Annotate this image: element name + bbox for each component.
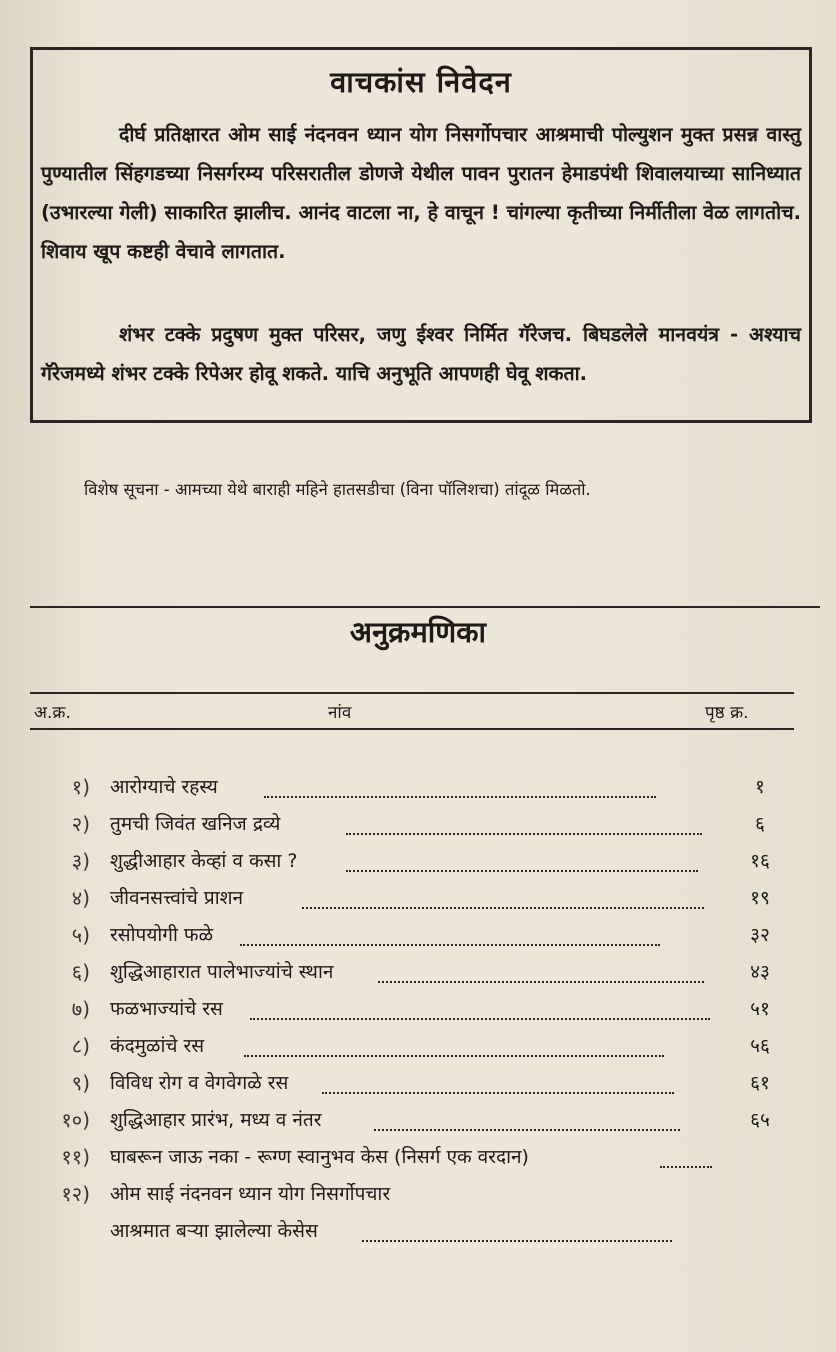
- leader-dots: [240, 944, 660, 946]
- toc-row: [0, 810, 836, 846]
- toc-number: १): [71, 775, 90, 799]
- toc-page-number: ५६: [750, 1035, 770, 1057]
- header-bottom-rule: [30, 728, 794, 730]
- toc-number: ३): [71, 849, 90, 873]
- leader-dots: [362, 1240, 672, 1242]
- toc-page-number: ३२: [750, 924, 770, 946]
- toc-title: अनुक्रमणिका: [349, 615, 487, 649]
- toc-row: [0, 1180, 836, 1216]
- notice-title: वाचकांस निवेदन: [330, 65, 512, 99]
- toc-row: [0, 921, 836, 957]
- toc-entry-name: तुमची जिवंत खनिज द्रव्ये: [110, 813, 281, 835]
- toc-page-number: ६१: [750, 1072, 770, 1094]
- leader-dots: [660, 1166, 712, 1168]
- leader-dots: [302, 907, 704, 909]
- toc-number: ७): [71, 997, 90, 1021]
- toc-number: २): [71, 812, 90, 836]
- toc-row: [0, 884, 836, 920]
- toc-entry-name: शुद्धिआहार प्रारंभ, मध्य व नंतर: [110, 1109, 322, 1131]
- toc-row: [0, 1106, 836, 1142]
- toc-number: ६): [71, 960, 90, 984]
- toc-entry-name: जीवनसत्त्वांचे प्राशन: [110, 887, 244, 909]
- toc-entry-name: शुद्धिआहारात पालेभाज्यांचे स्थान: [110, 961, 334, 983]
- toc-row: [0, 773, 836, 809]
- leader-dots: [378, 981, 704, 983]
- toc-entry-name: फळभाज्यांचे रस: [110, 998, 223, 1020]
- readers-notice-box: [30, 47, 812, 423]
- column-header-page: पृष्ठ क्र.: [705, 703, 749, 723]
- toc-entry-name: रसोपयोगी फळे: [110, 924, 214, 946]
- leader-dots: [346, 833, 702, 835]
- leader-dots: [250, 1018, 710, 1020]
- header-top-rule: [30, 692, 794, 694]
- toc-row: [0, 958, 836, 994]
- column-header-number: अ.क्र.: [34, 703, 71, 723]
- toc-entry-name: आश्रमात बऱ्या झालेल्या केसेस: [110, 1220, 318, 1242]
- toc-row: [0, 1069, 836, 1105]
- column-header-name: नांव: [328, 703, 352, 723]
- toc-page-number: ६५: [750, 1109, 770, 1131]
- notice-paragraph-1: दीर्घ प्रतिक्षारत ओम साई नंदनवन ध्यान योग निसर्गोपचार आश्रमाची पोल्युशन मुक्त प्रसन्न वास्तु पुण्यातील सिंहगडच्या निसर्गरम्य परिसरातील डोणजे येथील पावन पुरातन हेमाडपंथी शिवालयाच्या सानिध्यात (उभारल्या गेली) साकारित झालीच. आनंद वाटला ना, हे वाचून ! चांगल्या कृतीच्या निर्मीतीला वेळ लागतोच. शिवाय खूप कष्टही वेचावे लागतात.: [41, 123, 801, 263]
- toc-entry-name: ओम साई नंदनवन ध्यान योग निसर्गोपचार: [110, 1183, 391, 1205]
- toc-row: [0, 995, 836, 1031]
- toc-number: ११): [61, 1145, 90, 1169]
- toc-row: [0, 1032, 836, 1068]
- toc-page-number: १९: [750, 887, 770, 909]
- toc-row: [0, 1217, 836, 1253]
- leader-dots: [244, 1055, 664, 1057]
- toc-page-number: १: [755, 776, 765, 798]
- toc-top-rule: [30, 606, 820, 608]
- toc-number: १२): [61, 1182, 90, 1206]
- toc-row: [0, 1143, 836, 1179]
- toc-entry-name: कंदमुळांचे रस: [110, 1035, 205, 1057]
- toc-row: [0, 847, 836, 883]
- leader-dots: [322, 1092, 674, 1094]
- notice-paragraph-2: शंभर टक्के प्रदुषण मुक्त परिसर, जणु ईश्वर निर्मित गॅरेजच. बिघडलेले मानवयंत्र - अश्याच गॅरेजमध्ये शंभर टक्के रिपेअर होवू शकते. याचि अनुभूति आपणही घेवू शकता.: [41, 323, 801, 385]
- toc-number: ५): [71, 923, 90, 947]
- leader-dots: [374, 1129, 680, 1131]
- toc-number: ४): [71, 886, 90, 910]
- toc-page-number: ५१: [750, 998, 770, 1020]
- toc-number: ८): [71, 1034, 90, 1058]
- toc-number: १०): [61, 1108, 90, 1132]
- toc-entry-name: घाबरून जाऊ नका - रूग्ण स्वानुभव केस (निसर्ग एक वरदान): [110, 1146, 529, 1168]
- leader-dots: [346, 870, 698, 872]
- toc-entry-name: आरोग्याचे रहस्य: [110, 776, 218, 798]
- toc-entry-name: शुद्धीआहार केव्हां व कसा ?: [110, 850, 298, 872]
- toc-page-number: ४३: [750, 961, 770, 983]
- toc-number: ९): [71, 1071, 90, 1095]
- special-note: विशेष सूचना - आमच्या येथे बाराही महिने हातसडीचा (विना पॉलिशचा) तांदूळ मिळतो.: [84, 480, 591, 499]
- toc-entry-name: विविध रोग व वेगवेगळे रस: [110, 1072, 289, 1094]
- leader-dots: [264, 796, 656, 798]
- toc-page-number: १६: [750, 850, 770, 872]
- toc-page-number: ६: [755, 813, 765, 835]
